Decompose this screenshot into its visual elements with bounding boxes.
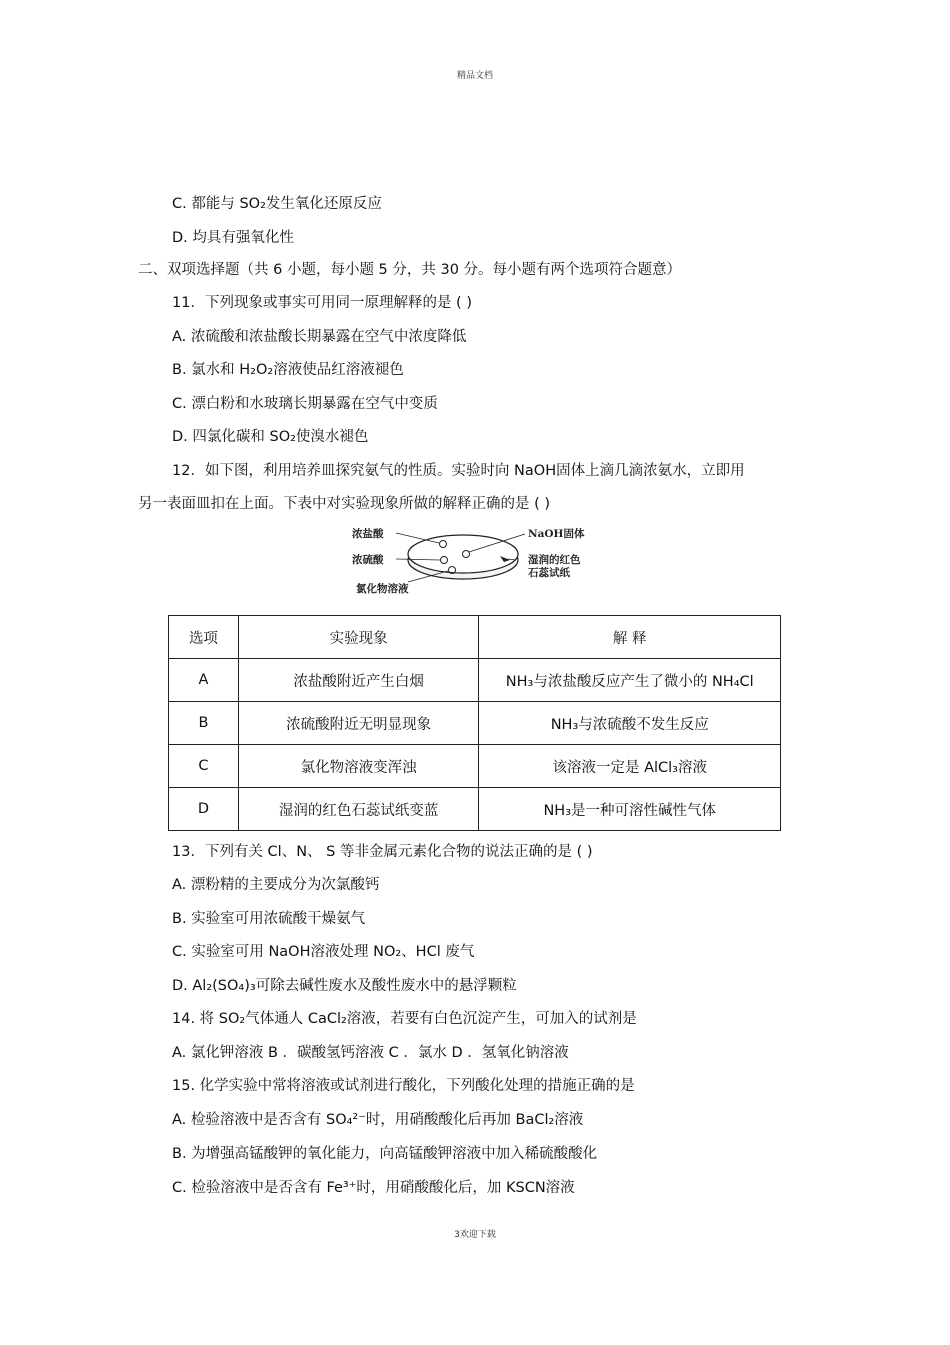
table-row (169, 702, 781, 745)
label-naoh-solid: NaOH固体 (528, 528, 585, 540)
table-row (169, 659, 781, 702)
question-13: 13．下列有关 Cl、N、 S 等非金属元素化合物的说法正确的是 ( ) (172, 844, 593, 860)
experiment-table (168, 615, 781, 831)
label-chloride-solution: 氯化物溶液 (356, 583, 409, 595)
header-explanation: 解 释 (479, 616, 781, 659)
q11-option-a: A. 浓硫酸和浓盐酸长期暴露在空气中浓度降低 (172, 329, 467, 345)
row-option: A (169, 659, 239, 702)
option-d-q10: D. 均具有强氧化性 (172, 230, 294, 246)
question-14: 14. 将 SO₂气体通人 CaCl₂溶液，若要有白色沉淀产生，可加入的试剂是 (172, 1011, 637, 1027)
q14-options: A. 氯化钾溶液 B ．碳酸氢钙溶液 C ．氯水 D ．氢氧化钠溶液 (172, 1045, 569, 1061)
question-11: 11．下列现象或事实可用同一原理解释的是 ( ) (172, 295, 472, 311)
page-header: 精品文档 (456, 71, 493, 81)
q15-option-b: B. 为增强高锰酸钾的氧化能力，向高锰酸钾溶液中加入稀硫酸酸化 (172, 1146, 598, 1162)
row-explanation: NH₃与浓硫酸不发生反应 (479, 702, 781, 745)
section-title: 二、双项选择题（共 6 小题，每小题 5 分，共 30 分。每小题有两个选项符合题意） (138, 262, 682, 278)
page-footer: 3欢迎下载 (454, 1230, 496, 1240)
q15-option-a: A. 检验溶液中是否含有 SO₄²⁻时，用硝酸酸化后再加 BaCl₂溶液 (172, 1112, 584, 1128)
option-c-q10: C. 都能与 SO₂发生氧化还原反应 (172, 196, 382, 212)
q11-option-c: C. 漂白粉和水玻璃长期暴露在空气中变质 (172, 396, 438, 412)
q11-option-d: D. 四氯化碳和 SO₂使溴水褪色 (172, 429, 369, 445)
label-litmus-line2: 石蕊试纸 (528, 567, 570, 579)
label-litmus-line1: 湿润的红色 (528, 554, 581, 566)
question-12-line2: 另一表面皿扣在上面。下表中对实验现象所做的解释正确的是 ( ) (138, 496, 551, 512)
row-phenomenon: 浓盐酸附近产生白烟 (238, 659, 479, 702)
row-explanation: 该溶液一定是 AlCl₃溶液 (479, 745, 781, 788)
row-option: B (169, 702, 239, 745)
table-row (169, 745, 781, 788)
row-phenomenon: 湿润的红色石蕊试纸变蓝 (238, 788, 479, 831)
row-phenomenon: 浓硫酸附近无明显现象 (238, 702, 479, 745)
question-12-line1: 12．如下图，利用培养皿探究氨气的性质。实验时向 NaOH固体上滴几滴浓氨水，立即用 (172, 463, 745, 479)
label-h2so4: 浓硫酸 (352, 554, 384, 566)
table-row (169, 788, 781, 831)
row-explanation: NH₃是一种可溶性碱性气体 (479, 788, 781, 831)
table-header-row (169, 616, 781, 659)
row-option: C (169, 745, 239, 788)
row-phenomenon: 氯化物溶液变浑浊 (238, 745, 479, 788)
q15-option-c: C. 检验溶液中是否含有 Fe³⁺时，用硝酸酸化后，加 KSCN溶液 (172, 1180, 575, 1196)
label-hcl: 浓盐酸 (352, 528, 384, 540)
q11-option-b: B. 氯水和 H₂O₂溶液使品红溶液褪色 (172, 362, 404, 378)
row-explanation: NH₃与浓盐酸反应产生了微小的 NH₄Cl (479, 659, 781, 702)
q13-option-d: D. Al₂(SO₄)₃可除去碱性废水及酸性废水中的悬浮颗粒 (172, 978, 517, 994)
row-option: D (169, 788, 239, 831)
header-option: 选项 (169, 616, 239, 659)
question-15: 15. 化学实验中常将溶液或试剂进行酸化，下列酸化处理的措施正确的是 (172, 1078, 635, 1094)
header-phenomenon: 实验现象 (238, 616, 479, 659)
petri-dish-diagram (348, 520, 596, 598)
q13-option-b: B. 实验室可用浓硫酸干燥氨气 (172, 911, 366, 927)
q13-option-c: C. 实验室可用 NaOH溶液处理 NO₂、HCl 废气 (172, 944, 475, 960)
q13-option-a: A. 漂粉精的主要成分为次氯酸钙 (172, 877, 380, 893)
